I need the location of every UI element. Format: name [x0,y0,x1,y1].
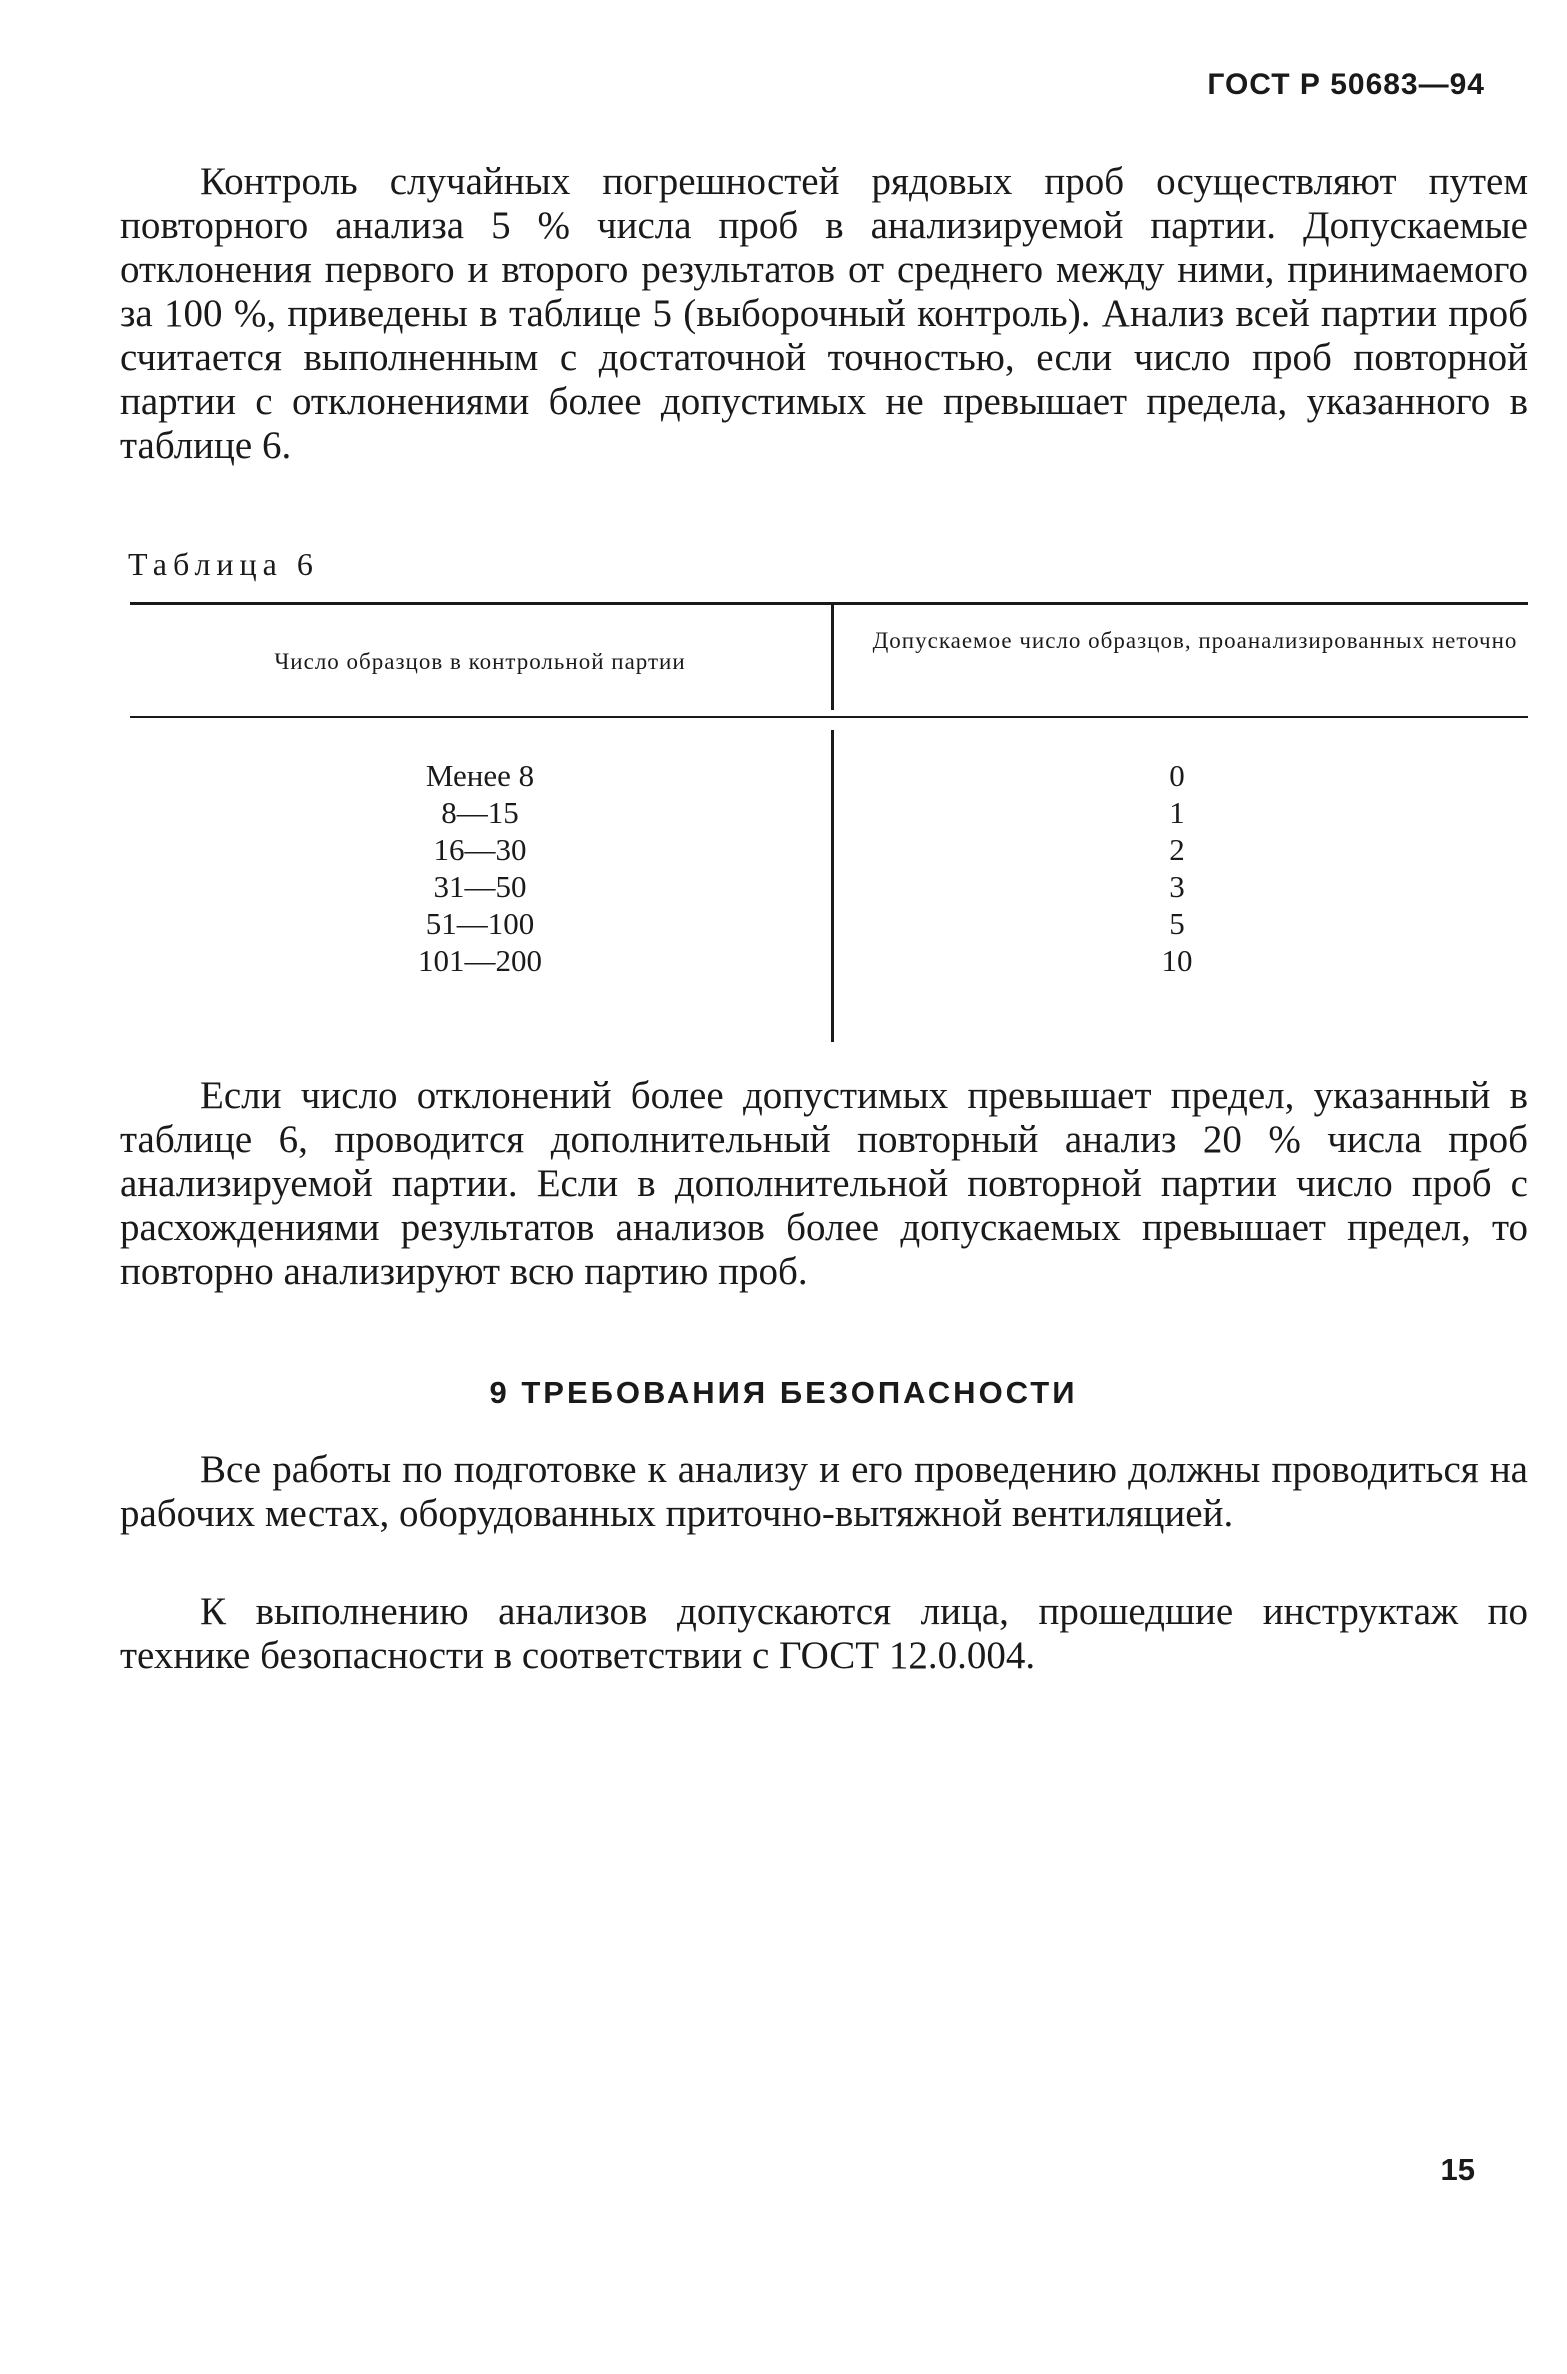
table-cell-samples: 51—100 [425,906,535,941]
column-allowed [1102,757,1252,979]
table-cell-samples: 31—50 [433,869,527,904]
table-cell-samples: 16—30 [433,832,527,867]
table-cell-allowed: 2 [1169,832,1185,867]
paragraph-repeat-analysis: Если число отклонений более допустимых превышает предел, указанный в таблице 6, проводится дополнительный повторный анализ 20 % числа проб анализируемой партии. Если в дополнительной повторной партии число проб с расхождениями результатов анализов более допускаемых превышает предел, то повторно анализируют всю партию проб. [120,1074,1528,1293]
paragraph-safety-personnel: К выполнению анализов допускаются лица, прошедшие инструктаж по технике безопасности в соответствии с ГОСТ 12.0.004. [120,1590,1528,1677]
document-code: ГОСТ Р 50683—94 [1207,68,1485,101]
table-header-samples: Число образцов в контрольной партии [274,649,686,674]
table-top-rule [130,602,1528,605]
table-header-allowed: Допускаемое число образцов, проанализированных неточно [872,628,1518,653]
table-header-divider [831,604,834,710]
table-cell-samples: 8—15 [441,795,519,830]
table-label: Таблица 6 [128,546,319,582]
section-title: 9 ТРЕБОВАНИЯ БЕЗОПАСНОСТИ [489,1375,1078,1410]
column-samples [330,757,630,979]
table-cell-allowed: 0 [1169,758,1185,793]
table-cell-allowed: 3 [1169,869,1185,904]
page-number: 15 [1440,2152,1475,2187]
table-body-divider [831,730,834,1042]
table-cell-samples: 101—200 [418,943,542,978]
table-cell-allowed: 10 [1161,943,1193,978]
table-cell-samples: Менее 8 [425,758,535,793]
paragraph-random-error-control: Контроль случайных погрешностей рядовых проб осуществляют путем повторного анализа 5 % числа проб в анализируемой партии. Допускаемые отклонения первого и второго результатов от среднего между ними, принимаемого за 100 %, приведены в таблице 5 (выборочный контроль). Анализ всей партии проб считается выполненным с достаточной точностью, если число проб повторной партии с отклонениями более допустимых не превышает предела, указанного в таблице 6. [120,160,1528,467]
table-header-rule [130,716,1528,718]
paragraph-safety-workplace: Все работы по подготовке к анализу и его проведению должны проводиться на рабочих местах, оборудованных приточно-вытяжной вентиляцией. [120,1448,1528,1535]
table-cell-allowed: 5 [1169,906,1185,941]
table-cell-allowed: 1 [1169,795,1185,830]
